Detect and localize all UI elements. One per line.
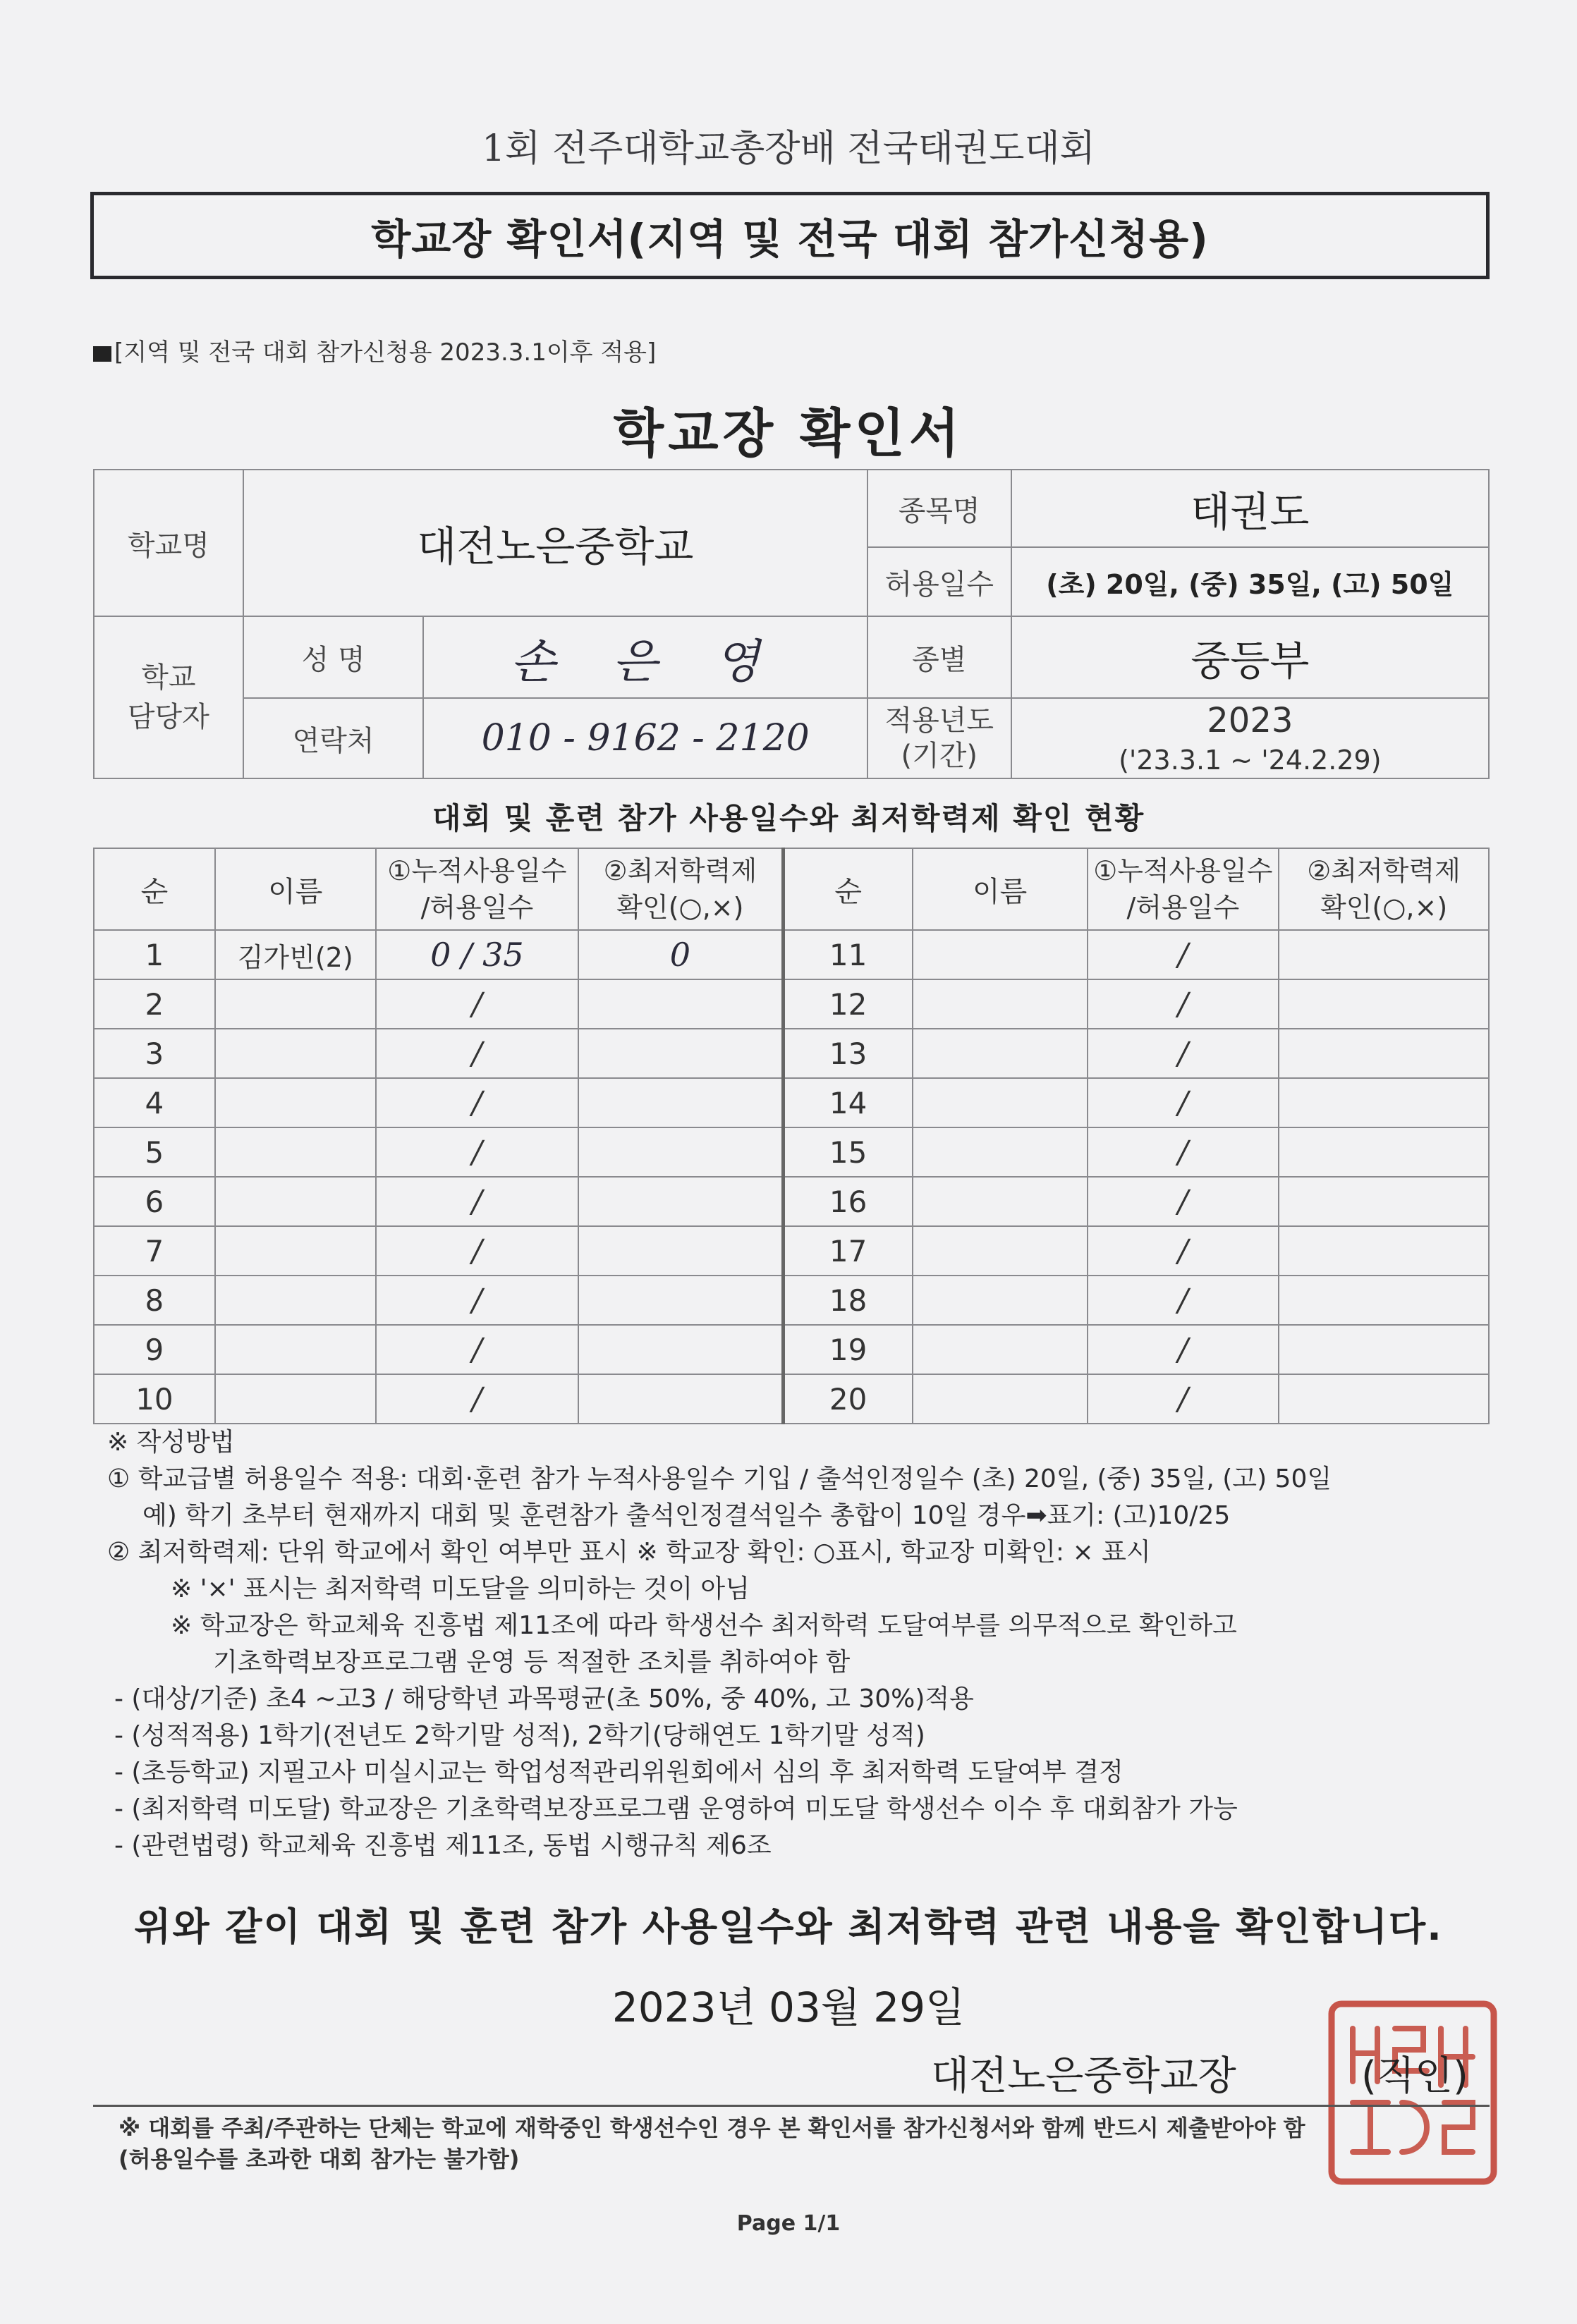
athlete-name	[215, 1325, 376, 1374]
col-days-2: ①누적사용일수 /허용일수	[1088, 848, 1279, 930]
athlete-name	[913, 1127, 1088, 1177]
col-days: ①누적사용일수 /허용일수	[376, 848, 579, 930]
academic-check	[1279, 1177, 1489, 1226]
row-number: 18	[783, 1276, 913, 1325]
academic-check	[1279, 1374, 1489, 1424]
sport-value: 태권도	[1011, 470, 1489, 547]
row-number: 8	[94, 1276, 215, 1325]
athlete-name: 김가빈(2)	[215, 930, 376, 979]
instruction-line: - (대상/기준) 초4 ~고3 / 해당학년 과목평균(초 50%, 중 40%, 고 30%)적용	[114, 1684, 974, 1713]
academic-check	[1279, 979, 1489, 1029]
document-title: 학교장 확인서(지역 및 전국 대회 참가신청용)	[371, 215, 1209, 263]
athlete-name	[913, 1325, 1088, 1374]
athlete-name	[215, 1276, 376, 1325]
academic-check	[578, 1226, 783, 1276]
days-used: /	[376, 1226, 579, 1276]
row-number: 9	[94, 1325, 215, 1374]
table-row	[94, 930, 1489, 979]
athlete-name	[215, 1374, 376, 1424]
row-number: 16	[783, 1177, 913, 1226]
footnote-line: (허용일수를 초과한 대회 참가는 불가함)	[118, 2146, 520, 2172]
records-title: 대회 및 훈련 참가 사용일수와 최저학력제 확인 현황	[432, 801, 1145, 836]
year-cell	[1011, 698, 1489, 778]
manager-name-handwritten: 손 은 영	[423, 616, 867, 698]
row-number: 2	[94, 979, 215, 1029]
days-used: /	[376, 1078, 579, 1127]
instruction-line: - (초등학교) 지필고사 미실시교는 학업성적관리위원회에서 심의 후 최저학력 도달여부 결정	[114, 1758, 1124, 1787]
row-number: 5	[94, 1127, 215, 1177]
academic-check	[1279, 1276, 1489, 1325]
athlete-name	[913, 1276, 1088, 1325]
instructions-heading: ※ 작성방법	[107, 1428, 235, 1457]
table-row	[94, 979, 1489, 1029]
table-row	[94, 1078, 1489, 1127]
table-row	[94, 1177, 1489, 1226]
main-title: 학교장 확인서	[613, 403, 964, 464]
footnote-line: ※ 대회를 주최/주관하는 단체는 학교에 재학중인 학생선수인 경우 본 확인서를 참가신청서와 함께 반드시 제출받아야 함	[118, 2115, 1305, 2141]
row-number: 1	[94, 930, 215, 979]
instruction-line: - (성적적용) 1학기(전년도 2학기말 성적), 2학기(당해연도 1학기말 성적)	[114, 1721, 925, 1750]
athlete-name	[215, 1177, 376, 1226]
footnote	[118, 2112, 1305, 2175]
col-no-2: 순	[783, 848, 913, 930]
days-used: /	[376, 979, 579, 1029]
scope-note-text: [지역 및 전국 대회 참가신청용 2023.3.1이후 적용]	[114, 338, 657, 367]
col-name: 이름	[215, 848, 376, 930]
row-number: 19	[783, 1325, 913, 1374]
row-number: 17	[783, 1226, 913, 1276]
days-used: /	[1088, 1226, 1279, 1276]
athlete-name	[215, 1078, 376, 1127]
athlete-name	[215, 979, 376, 1029]
table-row	[94, 1374, 1489, 1424]
academic-check	[578, 1374, 783, 1424]
days-used: /	[1088, 1127, 1279, 1177]
table-row	[94, 1226, 1489, 1276]
academic-check	[578, 1325, 783, 1374]
academic-check	[1279, 1127, 1489, 1177]
row-number: 4	[94, 1078, 215, 1127]
academic-check	[578, 1127, 783, 1177]
academic-check	[1279, 1078, 1489, 1127]
days-used: /	[376, 1177, 579, 1226]
academic-check	[578, 1177, 783, 1226]
academic-check	[578, 1276, 783, 1325]
academic-check	[578, 1078, 783, 1127]
instruction-line: ※ '×' 표시는 최저학력 미도달을 의미하는 것이 아님	[171, 1574, 750, 1603]
manager-name-label: 성 명	[243, 616, 424, 698]
days-used: /	[376, 1374, 579, 1424]
instruction-line: ※ 학교장은 학교체육 진흥법 제11조에 따라 학생선수 최저학력 도달여부를 의무적으로 확인하고	[171, 1611, 1237, 1640]
instructions	[107, 1424, 1490, 1864]
athlete-name	[215, 1029, 376, 1078]
row-number: 12	[783, 979, 913, 1029]
row-number: 6	[94, 1177, 215, 1226]
athlete-name	[215, 1226, 376, 1276]
col-no: 순	[94, 848, 215, 930]
athlete-name	[913, 1374, 1088, 1424]
academic-check	[578, 979, 783, 1029]
event-title: 1회 전주대학교총장배 전국태권도대회	[482, 128, 1095, 170]
days-used: /	[376, 1029, 579, 1078]
document-title-box	[90, 192, 1490, 279]
division-label: 종별	[867, 616, 1011, 698]
row-number: 13	[783, 1029, 913, 1078]
instruction-line: 기초학력보장프로그램 운영 등 적절한 조치를 취하여야 함	[213, 1648, 851, 1677]
days-used: 0 / 35	[376, 930, 579, 979]
athlete-name	[913, 1177, 1088, 1226]
row-number: 10	[94, 1374, 215, 1424]
col-name-2: 이름	[913, 848, 1088, 930]
table-row	[94, 1276, 1489, 1325]
row-number: 20	[783, 1374, 913, 1424]
division-value: 중등부	[1011, 616, 1489, 698]
year-value: 2023	[1207, 701, 1293, 740]
manager-label: 학교 담당자	[94, 616, 243, 778]
days-used: /	[1088, 930, 1279, 979]
scope-note	[93, 333, 656, 367]
days-used: /	[1088, 1325, 1279, 1374]
row-number: 11	[783, 930, 913, 979]
athlete-name	[215, 1127, 376, 1177]
page-number: Page 1/1	[736, 2211, 841, 2236]
table-row	[94, 1127, 1489, 1177]
days-used: /	[376, 1276, 579, 1325]
athlete-name	[913, 979, 1088, 1029]
col-check-2: ②최저학력제 확인(○,×)	[1279, 848, 1489, 930]
days-used: /	[1088, 1177, 1279, 1226]
academic-check	[1279, 930, 1489, 979]
seal-label: (직인)	[1361, 2053, 1468, 2099]
academic-check: 0	[578, 930, 783, 979]
table-row	[94, 1029, 1489, 1078]
confirmation-date: 2023년 03월 29일	[611, 1983, 966, 2031]
instruction-line: ② 최저학력제: 단위 학교에서 확인 여부만 표시 ※ 학교장 확인: ○표시, 학교장 미확인: × 표시	[107, 1538, 1151, 1567]
days-used: /	[1088, 1029, 1279, 1078]
school-label: 학교명	[94, 470, 243, 616]
sport-label: 종목명	[867, 470, 1011, 547]
row-number: 14	[783, 1078, 913, 1127]
instruction-line: - (관련법령) 학교체육 진흥법 제11조, 동법 시행규칙 제6조	[114, 1831, 772, 1860]
instruction-line: 예) 학기 초부터 현재까지 대회 및 훈련참가 출석인정결석일수 총합이 10일 경우➡표기: (고)10/25	[142, 1501, 1231, 1530]
row-number: 15	[783, 1127, 913, 1177]
allowed-days-label: 허용일수	[867, 547, 1011, 616]
row-number: 7	[94, 1226, 215, 1276]
year-label: 적용년도 (기간)	[867, 698, 1011, 778]
days-used: /	[1088, 979, 1279, 1029]
row-number: 3	[94, 1029, 215, 1078]
academic-check	[1279, 1226, 1489, 1276]
academic-check	[1279, 1325, 1489, 1374]
days-used: /	[376, 1127, 579, 1177]
days-used: /	[1088, 1374, 1279, 1424]
athlete-name	[913, 1226, 1088, 1276]
athlete-name	[913, 1078, 1088, 1127]
divider	[93, 2105, 1490, 2107]
records-table	[93, 848, 1490, 1424]
school-info-table	[93, 469, 1490, 779]
confirmation-statement: 위와 같이 대회 및 훈련 참가 사용일수와 최저학력 관련 내용을 확인합니다.	[134, 1904, 1443, 1949]
period-value: ('23.3.1 ~ '24.2.29)	[1119, 745, 1382, 776]
days-used: /	[1088, 1078, 1279, 1127]
instruction-line: - (최저학력 미도달) 학교장은 기초학력보장프로그램 운영하여 미도달 학생선수 이수 후 대회참가 가능	[114, 1794, 1238, 1823]
athlete-name	[913, 930, 1088, 979]
academic-check	[578, 1029, 783, 1078]
principal-name: 대전노은중학교장	[931, 2053, 1236, 2099]
days-used: /	[376, 1325, 579, 1374]
contact-label: 연락처	[243, 698, 424, 778]
days-used: /	[1088, 1276, 1279, 1325]
table-row	[94, 1325, 1489, 1374]
contact-handwritten: 010 - 9162 - 2120	[423, 698, 867, 778]
square-bullet-icon	[93, 346, 111, 362]
instruction-line: ① 학교급별 허용일수 적용: 대회·훈련 참가 누적사용일수 기입 / 출석인정일수 (초) 20일, (중) 35일, (고) 50일	[107, 1464, 1332, 1493]
academic-check	[1279, 1029, 1489, 1078]
col-check: ②최저학력제 확인(○,×)	[578, 848, 783, 930]
athlete-name	[913, 1029, 1088, 1078]
school-name: 대전노은중학교	[243, 470, 867, 616]
allowed-days-value: (초) 20일, (중) 35일, (고) 50일	[1011, 547, 1489, 616]
